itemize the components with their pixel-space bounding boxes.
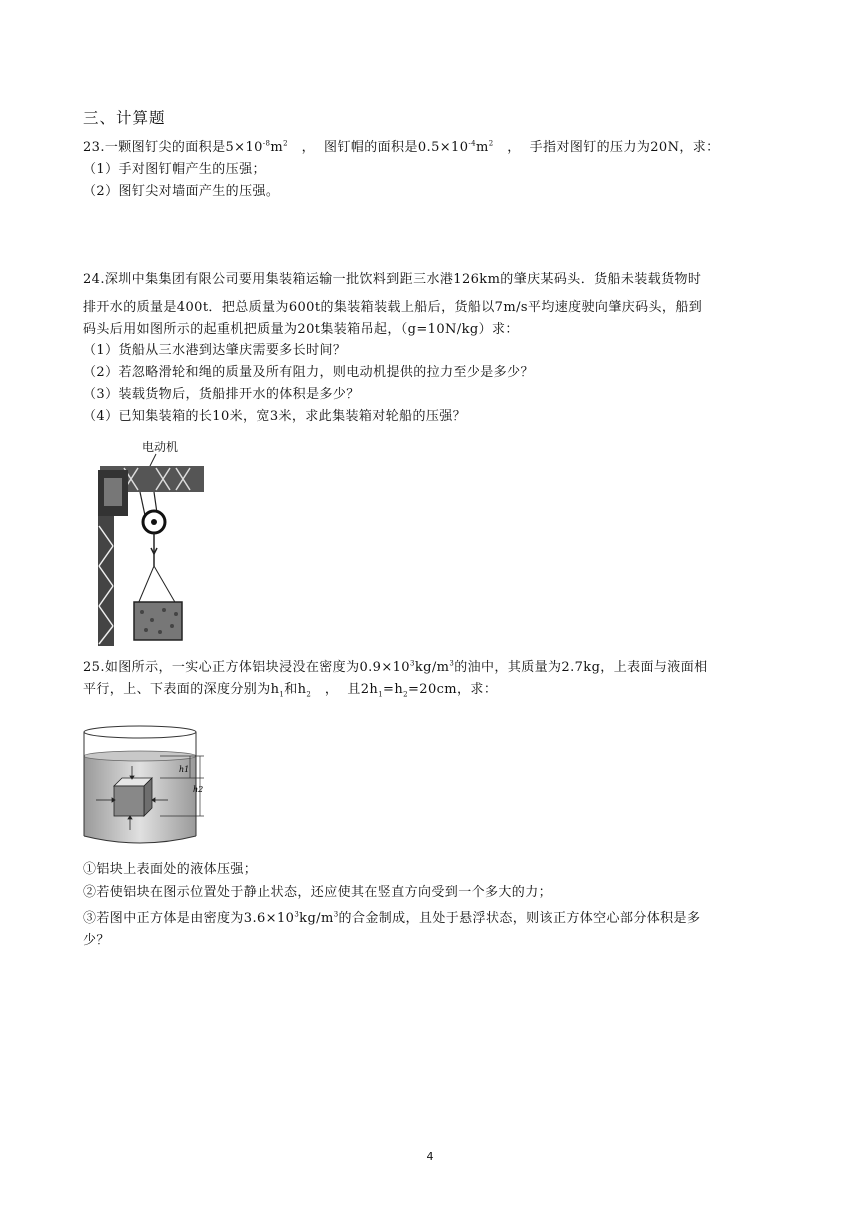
q25-stem-line-1: 25.如图所示，一实心正方体铝块浸没在密度为$0.9\times 10^3kg/m^3$的油中，其质量为2.7kg，上表面与液面相 xyxy=(83,659,708,675)
q25-part-1: ①铝块上表面处的液体压强； xyxy=(83,862,258,877)
beaker-drawing xyxy=(80,724,220,850)
h1-label: h1 xyxy=(179,765,190,774)
q23-stem: 23.一颗图钉尖的面积是$5\times 10^{-8}m^2$ ， 图钉帽的面积是$0.5\times 10^{-4}m^2$ ， 手指对图钉的压力为20N，求： xyxy=(83,139,720,155)
q25-part-3-cont: 少？ xyxy=(83,933,110,948)
q24-part-2: （2）若忽略滑轮和绳的质量及所有阻力，则电动机提供的拉力至少是多少？ xyxy=(83,365,534,380)
q25-part-3: ③若图中正方体是由密度为$3.6\times 10^3kg/m^3$的合金制成，且处于悬浮状态，则该正方体空心部分体积是多 xyxy=(83,910,701,926)
q25-part-2: ②若使铝块在图示位置处于静止状态，还应使其在竖直方向受到一个多大的力； xyxy=(83,885,553,900)
section-title: 三、计算题 xyxy=(83,109,166,127)
page-number: 4 xyxy=(426,1150,434,1163)
h2-label: h2 xyxy=(193,785,204,794)
motor-label: 电动机 xyxy=(142,440,179,454)
q24-stem-line-1: 24.深圳中集集团有限公司要用集装箱运输一批饮料到距三水港126km的肇庆某码头．货船未装载货物时 xyxy=(83,272,702,287)
q24-part-1: （1）货船从三水港到达肇庆需要多长时间？ xyxy=(83,343,347,358)
q24-part-4: （4）已知集装箱的长10米，宽3米，求此集装箱对轮船的压强？ xyxy=(83,409,467,424)
q23-part-1: （1）手对图钉帽产生的压强； xyxy=(83,162,266,177)
crane-figure xyxy=(94,436,204,646)
q24-part-3: （3）装载货物后，货船排开水的体积是多少？ xyxy=(83,387,360,402)
q23-part-2: （2）图钉尖对墙面产生的压强。 xyxy=(83,184,280,199)
beaker-figure xyxy=(80,724,220,850)
q24-stem-line-3: 码头后用如图所示的起重机把质量为20t集装箱吊起，（g=10N/kg）求： xyxy=(83,322,519,337)
crane-drawing xyxy=(94,436,204,646)
q24-stem-line-2: 排开水的质量是400t．把总质量为600t的集装箱装载上船后，货船以7m/s平均速度驶向肇庆码头，船到 xyxy=(83,300,703,315)
q25-stem-line-2: 平行，上、下表面的深度分别为$h_1$和$h_2$ ， 且$2h_1=h_2=20cm$，求： xyxy=(83,682,498,699)
